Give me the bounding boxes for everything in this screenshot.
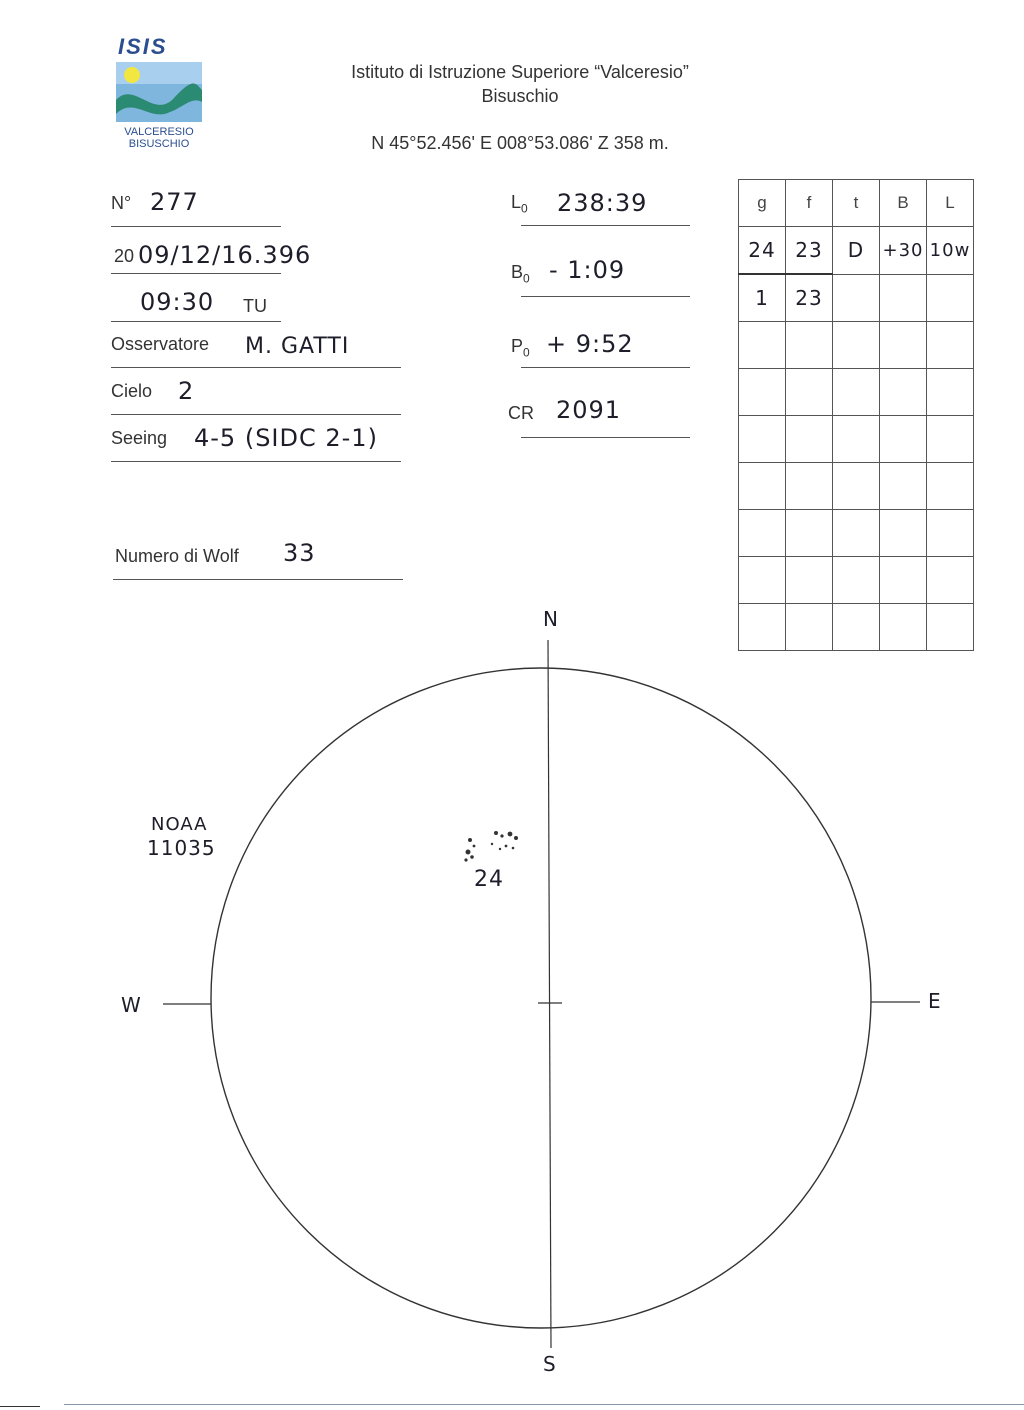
wolf-number-value: 33: [283, 539, 316, 567]
east-label: E: [928, 989, 942, 1013]
logo-mark: ISIS: [118, 34, 168, 59]
col-header-l: L: [927, 180, 974, 227]
l0-label-sub: 0: [521, 201, 528, 216]
col-header-f: f: [786, 180, 833, 227]
noaa-label: NOAA: [151, 814, 208, 835]
seeing-label: Seeing: [111, 428, 168, 448]
observatory-coordinates: N 45°52.456' E 008°53.086' Z 358 m.: [371, 133, 669, 153]
p0-value: + 9:52: [546, 330, 634, 358]
table-cell: 23: [786, 274, 833, 322]
b0-label-main: B: [511, 262, 524, 282]
col-header-t: t: [833, 180, 880, 227]
noaa-number: 11035: [147, 836, 216, 860]
observer-label: Osservatore: [111, 334, 210, 354]
l0-value: 238:39: [557, 189, 648, 217]
scan-edge-mark: [0, 1406, 40, 1407]
l0-label-main: L: [511, 192, 522, 212]
scan-edge-line: [64, 1404, 1024, 1405]
solar-disk: [211, 668, 871, 1328]
p0-label-sub: 0: [523, 345, 530, 360]
logo-caption-line2: BISUSCHIO: [128, 138, 190, 150]
table-cell: +30: [880, 227, 927, 275]
table-cell: 24: [739, 227, 786, 275]
north-label: N: [543, 607, 559, 631]
p0-label-main: P: [511, 336, 524, 356]
time-value: 09:30: [140, 288, 215, 316]
logo-caption-line1: VALCERESIO: [124, 126, 194, 138]
table-cell: 1: [739, 274, 786, 322]
sky-value: 2: [178, 377, 195, 405]
wolf-number-label: Numero di Wolf: [115, 546, 239, 566]
table-cell: D: [833, 227, 880, 275]
observer-value: M. GATTI: [245, 334, 350, 359]
number-value: 277: [150, 188, 199, 216]
date-value: 09/12/16.396: [138, 241, 312, 269]
number-label: N°: [111, 193, 132, 213]
south-label: S: [543, 1352, 557, 1376]
sunspot-group: [464, 831, 518, 862]
b0-value: - 1:09: [549, 256, 626, 284]
seeing-value: 4-5 (SIDC 2-1): [194, 424, 378, 452]
group-number-label: 24: [474, 867, 504, 892]
time-suffix: TU: [243, 296, 267, 316]
sky-label: Cielo: [111, 381, 153, 401]
north-south-axis: [548, 640, 551, 1348]
table-cell: 23: [786, 227, 833, 275]
b0-label-sub: 0: [523, 271, 530, 286]
col-header-g: g: [739, 180, 786, 227]
west-label: W: [121, 993, 142, 1017]
institute-name: Istituto di Istruzione Superiore “Valceresio”: [351, 62, 689, 82]
date-prefix: 20: [114, 246, 135, 266]
institute-town: Bisuschio: [481, 86, 559, 106]
cr-value: 2091: [556, 396, 622, 424]
col-header-b: B: [880, 180, 927, 227]
table-cell: 10w: [927, 227, 974, 275]
cr-label: CR: [508, 403, 534, 423]
